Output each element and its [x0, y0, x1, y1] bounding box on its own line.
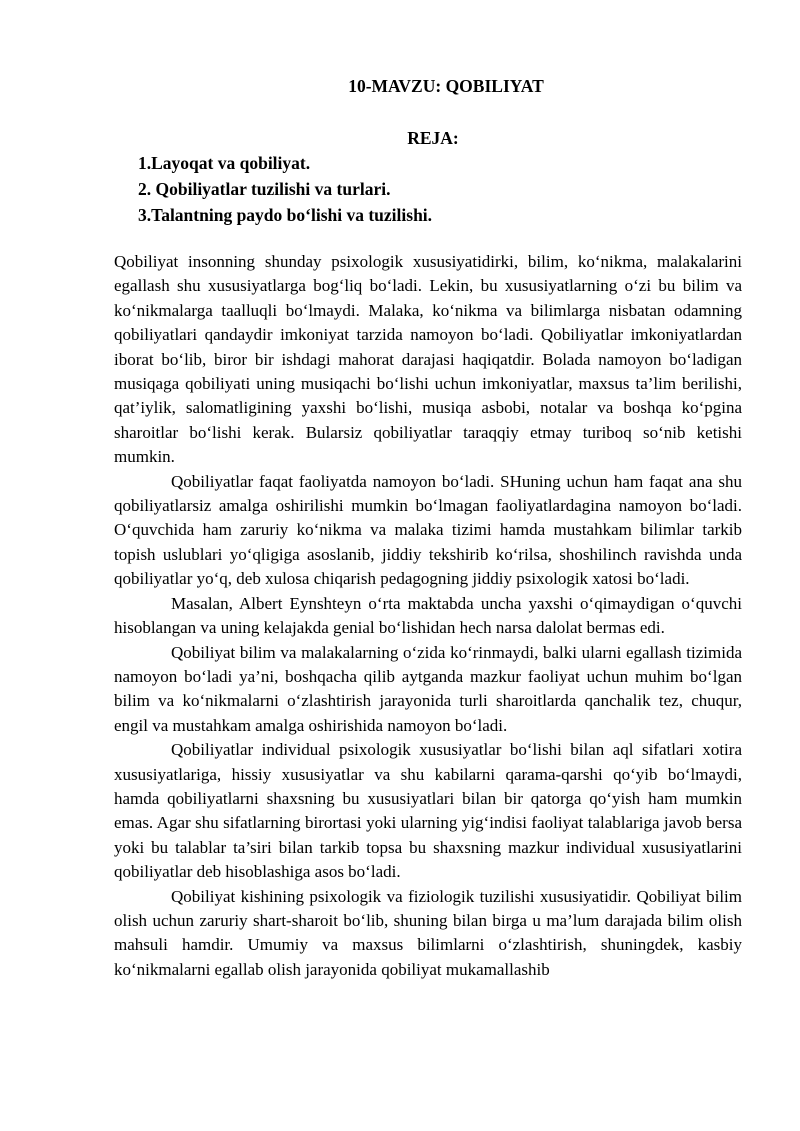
plan-item: 1.Layoqat va qobiliyat.	[138, 153, 311, 173]
paragraph: Qobiliyatlar individual psixologik xususiyatlar bo‘lishi bilan aql sifatlari xotira xususiyatlariga, hissiy xususiyatlar va shu kabilarni qarama-qarshi qo‘yib bo‘lmaydi, hamda qobiliyatlarni shaxsning bu xususiyatlari bilan bir qatorga qo‘yish ham mumkin emas. Agar shu sifatlarning birortasi yoki ularning yig‘indisi faoliyat talablariga javob bersa yoki bu talablar ta’siri bilan tarkib topsa bu shaxsning mazkur individual xususiyatlarini qobiliyatlar deb hisoblashiga asos bo‘ladi.	[114, 740, 742, 882]
plan-heading: REJA:	[407, 128, 459, 148]
plan-list	[138, 150, 432, 228]
paragraph: Qobiliyatlar faqat faoliyatda namoyon bo‘ladi. SHuning uchun ham faqat ana shu qobiliyatlarsiz amalga oshirilishi mumkin bo‘lmagan faoliyatlardagina namoyon bo‘ladi. O‘quvchida ham zaruriy ko‘nikma va malaka tizimi hamda mustahkam bilimlar tarkib topish uslublari yo‘qligiga asoslanib, jiddiy tekshirib ko‘rilsa, shoshilinch ravishda unda qobiliyatlar yo‘q, deb xulosa chiqarish pedagogning jiddiy psixologik xatosi bo‘ladi.	[114, 471, 742, 589]
page-title: 10-MAVZU: QOBILIYAT	[348, 76, 544, 96]
plan-item: 2. Qobiliyatlar tuzilishi va turlari.	[138, 179, 391, 199]
body-text	[114, 250, 742, 982]
paragraph: Qobiliyat bilim va malakalarning o‘zida ko‘rinmaydi, balki ularni egallash tizimida namoyon bo‘ladi ya’ni, boshqacha qilib aytganda mazkur faoliyat uchun muhim bo‘lgan bilim va ko‘nikmalarni o‘zlashtirish jarayonida turli sharoitlarda qanchalik tez, chuqur, engil va mustahkam amalga oshirishida namoyon bo‘ladi.	[114, 642, 742, 735]
paragraph: Qobiliyat insonning shunday psixologik xususiyatidirki, bilim, ko‘nikma, malakalarini egallash shu xususiyatlarga bog‘liq bo‘ladi. Lekin, bu xususiyatlarning o‘zi bu bilim va ko‘nikmalarga taalluqli bo‘lmaydi. Malaka, ko‘nikma va bilimlarga nisbatan odamning qobiliyatlari qandaydir imkoniyat tarzida namoyon bo‘ladi. Qobiliyatlar imkoniyatlardan iborat bo‘lib, biror bir ishdagi mahorat darajasi haqiqatdir. Bolada namoyon bo‘ladigan musiqaga qobiliyati uning musiqachi bo‘lishi uchun imkoniyatlar, maxsus ta’lim berilishi, qat’iylik, salomatligining yaxshi bo‘lishi, musiqa asbobi, notalar va boshqa ko‘pgina sharoitlar bo‘lishi kerak. Bularsiz qobiliyatlar taraqqiy etmay turiboq so‘nib ketishi mumkin.	[114, 252, 742, 467]
plan-item: 3.Talantning paydo bo‘lishi va tuzilishi.	[138, 205, 433, 225]
paragraph: Qobiliyat kishining psixologik va fiziologik tuzilishi xususiyatidir. Qobiliyat bilim olish uchun zaruriy shart-sharoit bo‘lib, shuning bilan birga u ma’lum darajada bilim olish mahsuli hamdir. Umumiy va maxsus bilimlarni o‘zlashtirish, shuningdek, kasbiy ko‘nikmalarni egallab olish jarayonida qobiliyat mukamallashib	[114, 886, 742, 979]
paragraph: Masalan, Albert Eynshteyn o‘rta maktabda uncha yaxshi o‘qimaydigan o‘quvchi hisoblangan va uning kelajakda genial bo‘lishidan hech narsa dalolat bermas edi.	[114, 593, 742, 638]
